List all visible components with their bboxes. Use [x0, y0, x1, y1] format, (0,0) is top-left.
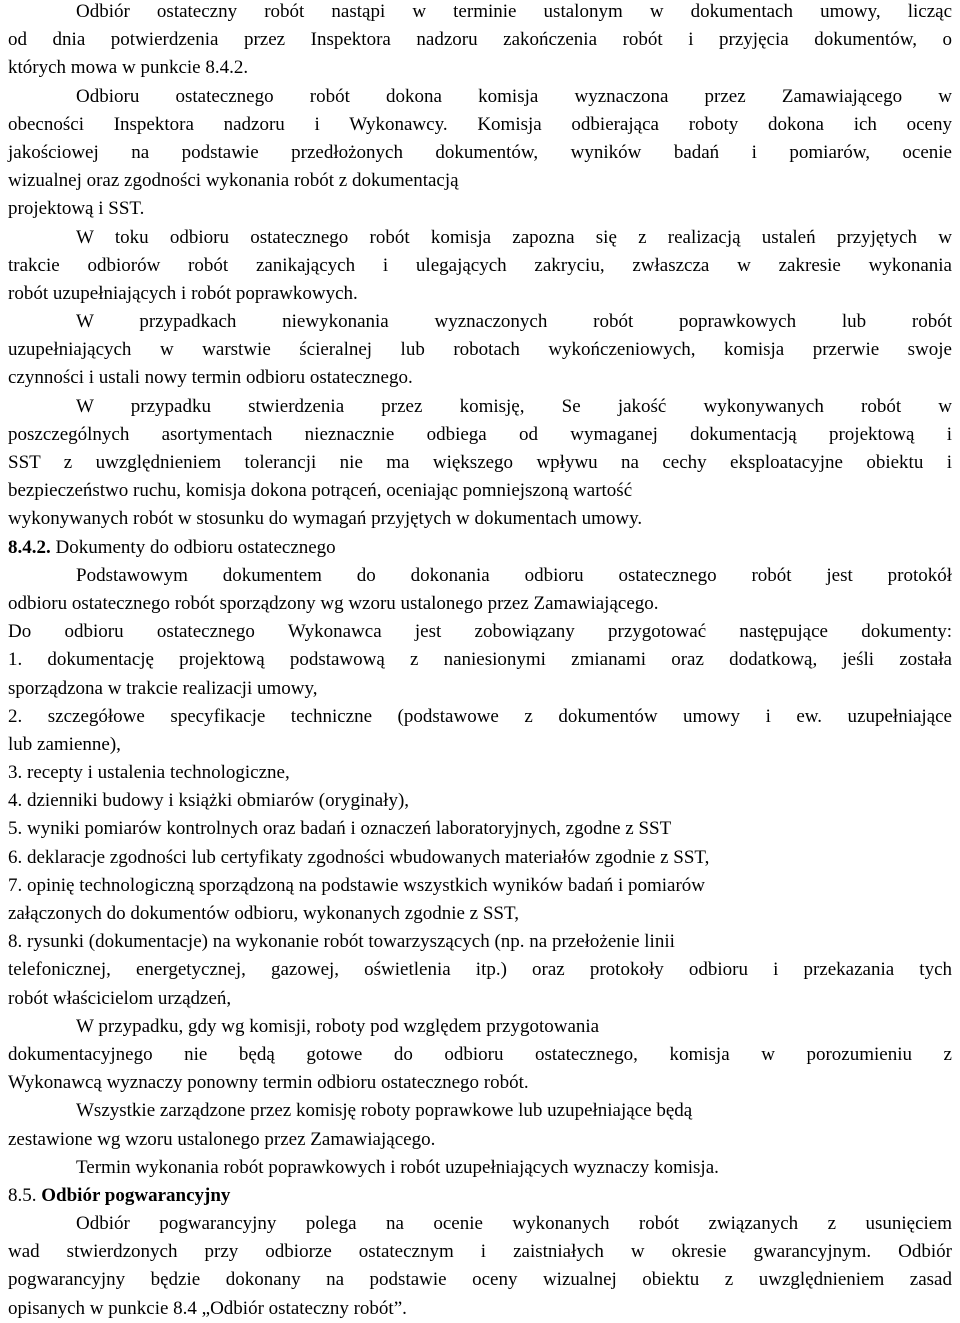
text-line: Odbiór pogwarancyjny polega na ocenie wykonanych robót związanych z usunięciem [76, 1213, 952, 1235]
section-heading: Odbiór pogwarancyjny [41, 1184, 231, 1206]
text-line: robót właścicielom urządzeń, [8, 987, 232, 1009]
text-line: opisanych w punkcie 8.4 „Odbiór ostateczny robót”. [8, 1297, 407, 1319]
section-number: 8.5. [8, 1184, 42, 1206]
text-line: Wykonawcą wyznaczy ponowny termin odbioru ostatecznego robót. [8, 1072, 529, 1094]
text-line: uzupełniających w warstwie ścieralnej lub robotach wykończeniowych, komisja przerwie swoje [8, 339, 952, 361]
text-line [8, 534, 952, 562]
text-line: których mowa w punkcie 8.4.2. [8, 57, 249, 79]
text-line: SST z uwzględnieniem tolerancji nie ma większego wpływu na cechy eksploatacyjne obiektu i [8, 452, 952, 473]
text-line: 2. szczegółowe specyfikacje techniczne (podstawowe z dokumentów umowy i ew. uzupełniające [8, 705, 952, 727]
text-line: trakcie odbiorów robót zanikających i ulegających zakryciu, zwłaszcza w zakresie wykonania [8, 254, 952, 276]
text-line: pogwarancyjny będzie dokonany na podstawie oceny wizualnej obiektu z uwzględnieniem zasad [8, 1269, 952, 1291]
section-number: 8.4.2. [8, 536, 56, 558]
text-line: Termin wykonania robót poprawkowych i robót uzupełniających wyznaczy komisja. [76, 1156, 719, 1178]
text-line: 1. dokumentację projektową podstawową z naniesionymi zmianami oraz dodatkową, jeśli została [8, 649, 952, 671]
text-line [8, 1182, 952, 1210]
text-line: załączonych do dokumentów odbioru, wykonanych zgodnie z SST, [8, 903, 519, 924]
text-line: 8. rysunki (dokumentacje) na wykonanie robót towarzyszących (np. na przełożenie linii [8, 931, 675, 953]
section-heading: Dokumenty do odbioru ostatecznego [55, 536, 336, 558]
text-line: Odbioru ostatecznego robót dokona komisja wyznaczona przez Zamawiającego w [76, 85, 952, 107]
text-line: 3. recepty i ustalenia technologiczne, [8, 762, 290, 784]
text-line: W przypadku stwierdzenia przez komisję, Se jakość wykonywanych robót w [76, 395, 952, 417]
text-line: Do odbioru ostatecznego Wykonawca jest zobowiązany przygotować następujące dokumenty: [8, 621, 952, 643]
text-line: Odbiór ostateczny robót nastąpi w terminie ustalonym w dokumentach umowy, licząc [76, 1, 952, 22]
text-line: robót uzupełniających i robót poprawkowych. [8, 282, 358, 304]
text-line: sporządzona w trakcie realizacji umowy, [8, 677, 318, 699]
text-line: czynności i ustali nowy termin odbioru ostatecznego. [8, 367, 413, 389]
text-line: odbioru ostatecznego robót sporządzony wg wzoru ustalonego przez Zamawiającego. [8, 592, 659, 614]
text-line: 7. opinię technologiczną sporządzoną na podstawie wszystkich wyników badań i pomiarów [8, 874, 706, 896]
text-line: Wszystkie zarządzone przez komisję roboty poprawkowe lub uzupełniające będą [76, 1100, 693, 1122]
text-line: lub zamienne), [8, 733, 121, 755]
text-line: od dnia potwierdzenia przez Inspektora nadzoru zakończenia robót i przyjęcia dokumentów, o [8, 29, 952, 51]
text-line: obecności Inspektora nadzoru i Wykonawcy. Komisja odbierająca roboty dokona ich oceny [8, 113, 952, 135]
text-line: poszczególnych asortymentach nieznacznie odbiega od wymaganej dokumentacją projektową i [8, 423, 952, 445]
text-line: bezpieczeństwo ruchu, komisja dokona potrąceń, oceniając pomniejszoną wartość [8, 480, 633, 502]
text-line: zestawione wg wzoru ustalonego przez Zamawiającego. [8, 1128, 436, 1150]
text-line: W przypadkach niewykonania wyznaczonych robót poprawkowych lub robót [76, 311, 952, 333]
text-line: wykonywanych robót w stosunku do wymagań przyjętych w dokumentach umowy. [8, 508, 643, 530]
text-line: jakościowej na podstawie przedłożonych dokumentów, wyników badań i pomiarów, ocenie [8, 141, 952, 163]
text-line: W toku odbioru ostatecznego robót komisja zapozna się z realizacją ustaleń przyjętych w [76, 226, 952, 248]
text-line: wad stwierdzonych przy odbiorze ostatecznym i zaistniałych w okresie gwarancyjnym. Odbiór [8, 1241, 952, 1263]
text-line: wizualnej oraz zgodności wykonania robót z dokumentacją [8, 170, 459, 192]
text-line: projektową i SST. [8, 198, 145, 220]
text-line: dokumentacyjnego nie będą gotowe do odbioru ostatecznego, komisja w porozumieniu z [8, 1043, 952, 1065]
text-line: 4. dzienniki budowy i książki obmiarów (oryginały), [8, 790, 410, 812]
text-line: 5. wyniki pomiarów kontrolnych oraz badań i oznaczeń laboratoryjnych, zgodne z SST [8, 818, 672, 840]
text-line: 6. deklaracje zgodności lub certyfikaty zgodności wbudowanych materiałów zgodnie z SST, [8, 846, 710, 868]
text-line: W przypadku, gdy wg komisji, roboty pod względem przygotowania [76, 1015, 600, 1037]
text-line: Podstawowym dokumentem do dokonania odbioru ostatecznego robót jest protokół [76, 564, 952, 586]
text-line: telefonicznej, energetycznej, gazowej, oświetlenia itp.) oraz protokoły odbioru i przekazania tych [8, 959, 952, 981]
